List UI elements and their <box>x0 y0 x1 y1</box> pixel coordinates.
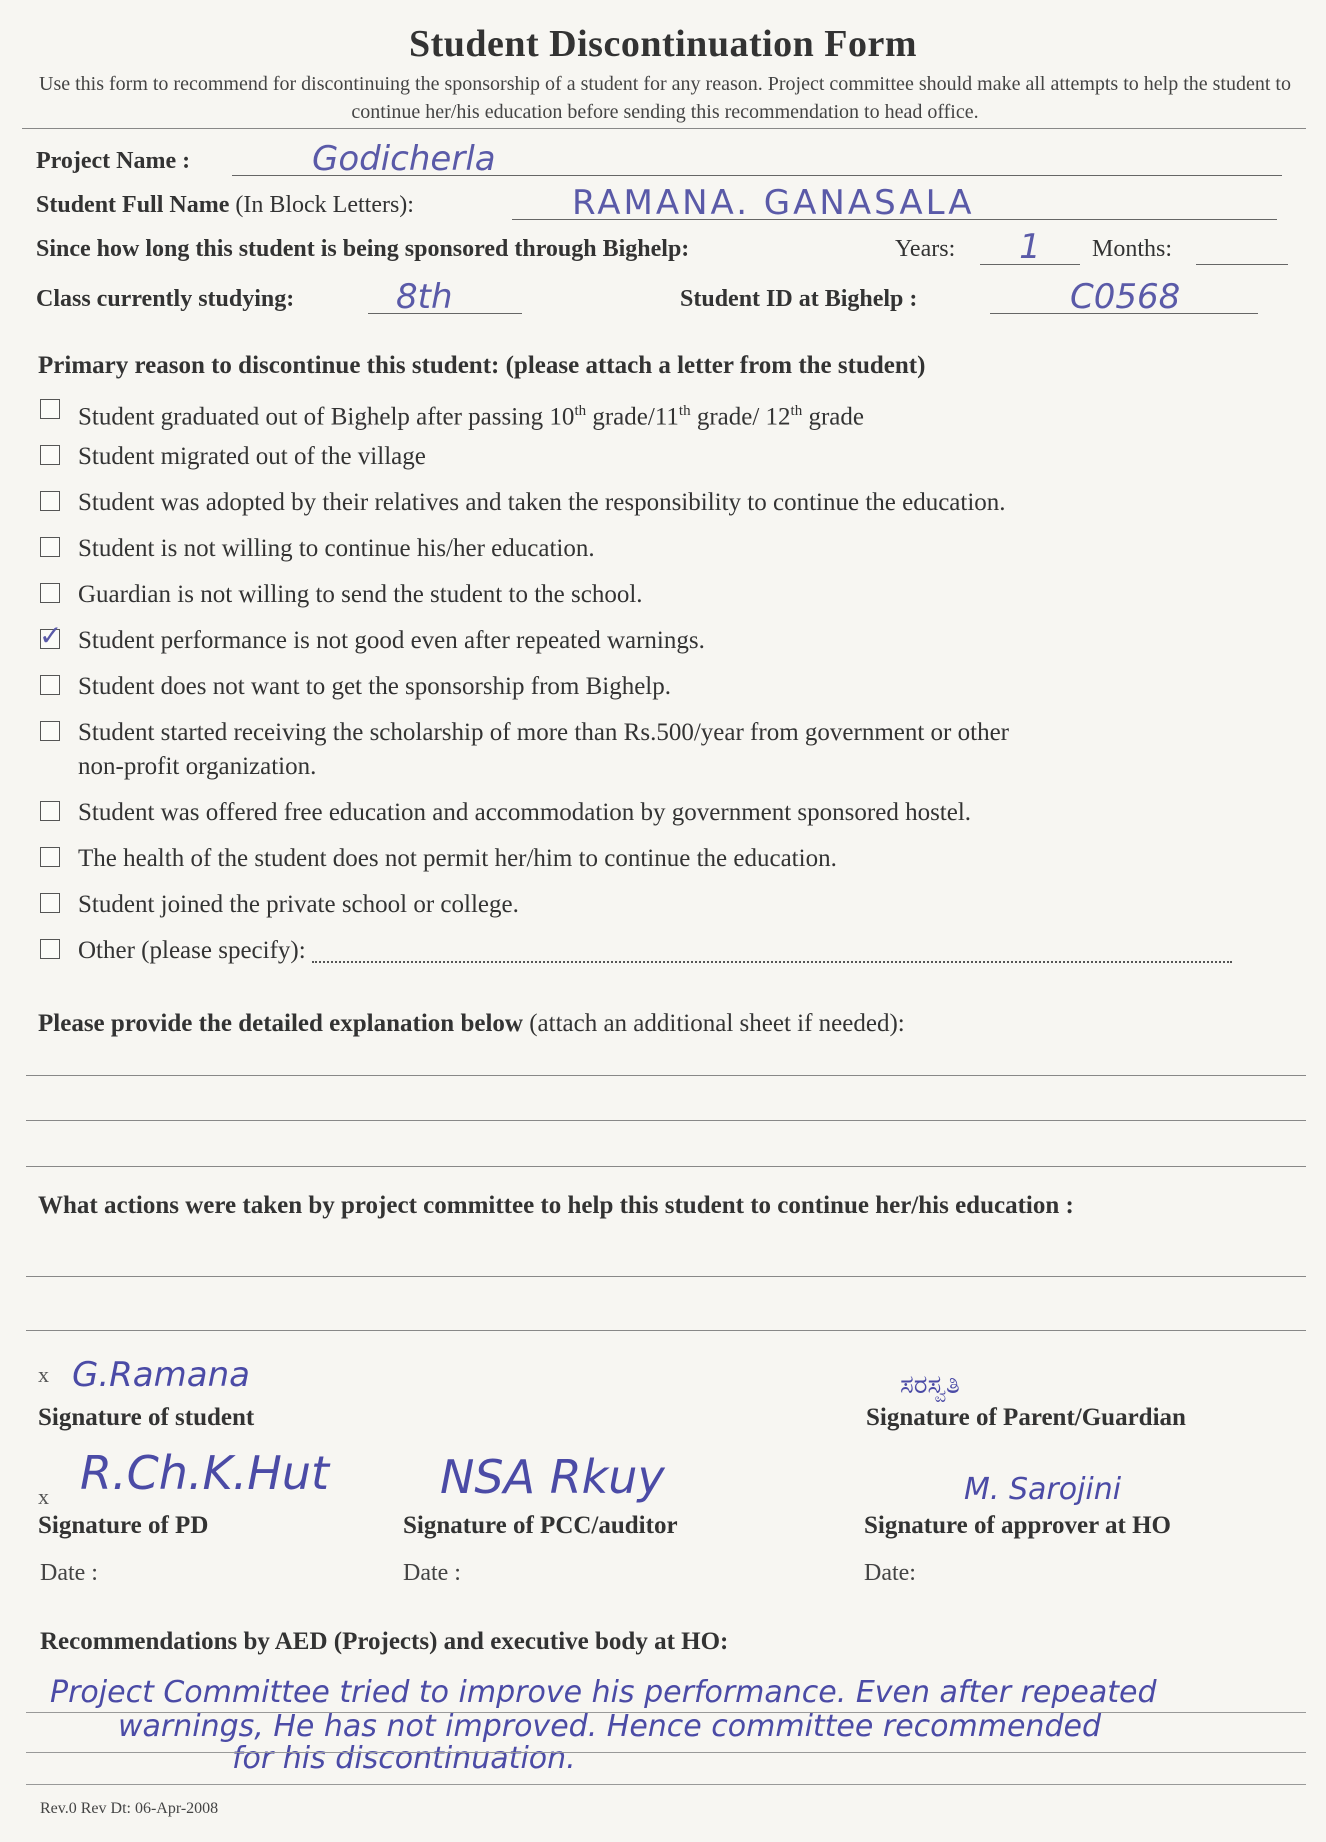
recommendation-line-2: warnings, He has not improved. Hence committee recommended <box>118 1709 1101 1744</box>
reason-hostel-checkbox[interactable] <box>40 801 60 821</box>
student-id-field[interactable] <box>990 277 1258 317</box>
explanation-line-3[interactable] <box>26 1166 1306 1167</box>
reason-private-school <box>40 888 1300 934</box>
approver-date-label: Date: <box>864 1560 916 1586</box>
class-label: Class currently studying: <box>36 286 295 312</box>
years-field[interactable] <box>980 227 1080 267</box>
parent-signature-label: Signature of Parent/Guardian <box>866 1404 1186 1431</box>
reasons-heading: Primary reason to discontinue this student: (please attach a letter from the student) <box>38 352 926 379</box>
student-name-value: RAMANA. GANASALA <box>572 183 975 223</box>
recommendations-label: Recommendations by AED (Projects) and executive body at HO: <box>40 1628 729 1655</box>
actions-label: What actions were taken by project committee to help this student to continue her/his education : <box>38 1192 1074 1219</box>
pd-sign-x: x <box>38 1484 49 1509</box>
recommendation-line-1: Project Committee tried to improve his performance. Even after repeated <box>50 1675 1157 1710</box>
project-name-label: Project Name : <box>36 148 191 174</box>
recommendation-line-3: for his discontinuation. <box>232 1741 576 1776</box>
explanation-label: Please provide the detailed explanation below (attach an additional sheet if needed): <box>38 1010 905 1037</box>
reason-other <box>40 934 1300 980</box>
sponsorship-duration-label: Since how long this student is being sponsored through Bighelp: <box>36 236 690 262</box>
reason-scholarship-checkbox[interactable] <box>40 721 60 741</box>
form-intro: Use this form to recommend for discontinuing the sponsorship of a student for any reason. Project committee should make all attempts to help the student to continue her/his education before sending this recommendation to head office. <box>39 73 1291 123</box>
student-signature: G.Ramana <box>72 1355 250 1395</box>
recommendation-line-rule-1[interactable] <box>26 1712 1306 1713</box>
recommendation-line-rule-3[interactable] <box>26 1784 1306 1785</box>
reason-guardian-unwilling-text: Guardian is not willing to send the student to the school. <box>78 581 643 608</box>
approver-signature-label: Signature of approver at HO <box>864 1512 1171 1539</box>
reason-graduated-checkbox[interactable] <box>40 399 60 419</box>
reason-scholarship-text: Student started receiving the scholarship of more than Rs.500/year from government or other non-profit organization. <box>78 719 1009 780</box>
reason-other-checkbox[interactable] <box>40 939 60 959</box>
reason-no-sponsorship <box>40 670 1300 716</box>
pd-signature-label: Signature of PD <box>38 1512 209 1539</box>
years-value: 1 <box>1019 227 1041 267</box>
reason-adopted <box>40 486 1300 532</box>
reason-migrated-text: Student migrated out of the village <box>78 443 426 470</box>
check-mark-icon: ✓ <box>39 619 63 652</box>
reason-private-school-text: Student joined the private school or college. <box>78 891 519 918</box>
reason-student-unwilling-checkbox[interactable] <box>40 537 60 557</box>
student-name-field[interactable] <box>512 183 1277 223</box>
class-field[interactable] <box>368 277 522 317</box>
months-label: Months: <box>1092 236 1173 262</box>
header-divider <box>22 128 1306 129</box>
revision-footer: Rev.0 Rev Dt: 06-Apr-2008 <box>40 1800 219 1817</box>
project-name-value: Godicherla <box>312 139 496 179</box>
reason-no-sponsorship-checkbox[interactable] <box>40 675 60 695</box>
recommendation-line-rule-2[interactable] <box>26 1752 1306 1753</box>
student-id-label: Student ID at Bighelp : <box>680 286 918 312</box>
parent-signature: ಸರಸ್ವತಿ <box>900 1370 960 1400</box>
pd-signature: R.Ch.K.Hut <box>80 1446 330 1500</box>
years-label: Years: <box>895 236 956 262</box>
reason-guardian-unwilling-checkbox[interactable] <box>40 583 60 603</box>
reason-other-text: Other (please specify): <box>78 934 1232 968</box>
reason-private-school-checkbox[interactable] <box>40 893 60 913</box>
project-name-field[interactable] <box>232 139 1282 179</box>
form-title: Student Discontinuation Form <box>408 23 918 65</box>
reason-hostel-text: Student was offered free education and accommodation by government sponsored hostel. <box>78 799 972 826</box>
pcc-date-label: Date : <box>403 1560 461 1586</box>
student-signature-label: Signature of student <box>38 1404 255 1431</box>
reason-adopted-text: Student was adopted by their relatives and taken the responsibility to continue the education. <box>78 489 1006 516</box>
pcc-signature: NSA Rkuy <box>440 1450 665 1504</box>
reason-health <box>40 842 1300 888</box>
actions-line-1[interactable] <box>26 1276 1306 1277</box>
approver-signature: M. Sarojini <box>964 1472 1122 1507</box>
reason-guardian-unwilling <box>40 578 1300 624</box>
reason-hostel <box>40 796 1300 842</box>
explanation-line-1[interactable] <box>26 1075 1306 1076</box>
student-name-label: Student Full Name (In Block Letters): <box>36 192 414 218</box>
class-value: 8th <box>396 277 453 317</box>
explanation-line-2[interactable] <box>26 1120 1306 1121</box>
reason-migrated-checkbox[interactable] <box>40 445 60 465</box>
reason-migrated <box>40 440 1300 486</box>
reason-adopted-checkbox[interactable] <box>40 491 60 511</box>
reason-student-unwilling <box>40 532 1300 578</box>
reason-no-sponsorship-text: Student does not want to get the sponsorship from Bighelp. <box>78 673 672 700</box>
reason-performance-text: Student performance is not good even after repeated warnings. <box>78 627 705 654</box>
months-field[interactable] <box>1196 230 1288 265</box>
pcc-signature-label: Signature of PCC/auditor <box>403 1512 678 1539</box>
pd-date-label: Date : <box>40 1560 98 1586</box>
reason-performance-checkbox[interactable] <box>39 619 63 652</box>
reason-student-unwilling-text: Student is not willing to continue his/her education. <box>78 535 595 562</box>
reason-health-text: The health of the student does not permit her/him to continue the education. <box>78 845 837 872</box>
other-specify-field[interactable] <box>312 941 1232 963</box>
reason-performance <box>39 619 1300 670</box>
actions-line-2[interactable] <box>26 1330 1306 1331</box>
student-id-value: C0568 <box>1070 277 1181 317</box>
reason-graduated-text: Student graduated out of Bighelp after passing 10th grade/11th grade/ 12th grade <box>78 403 864 431</box>
reason-health-checkbox[interactable] <box>40 847 60 867</box>
reasons-list <box>40 394 1300 980</box>
student-sign-x: x <box>38 1362 49 1387</box>
reason-graduated <box>40 394 1300 440</box>
reason-scholarship <box>40 716 1300 796</box>
